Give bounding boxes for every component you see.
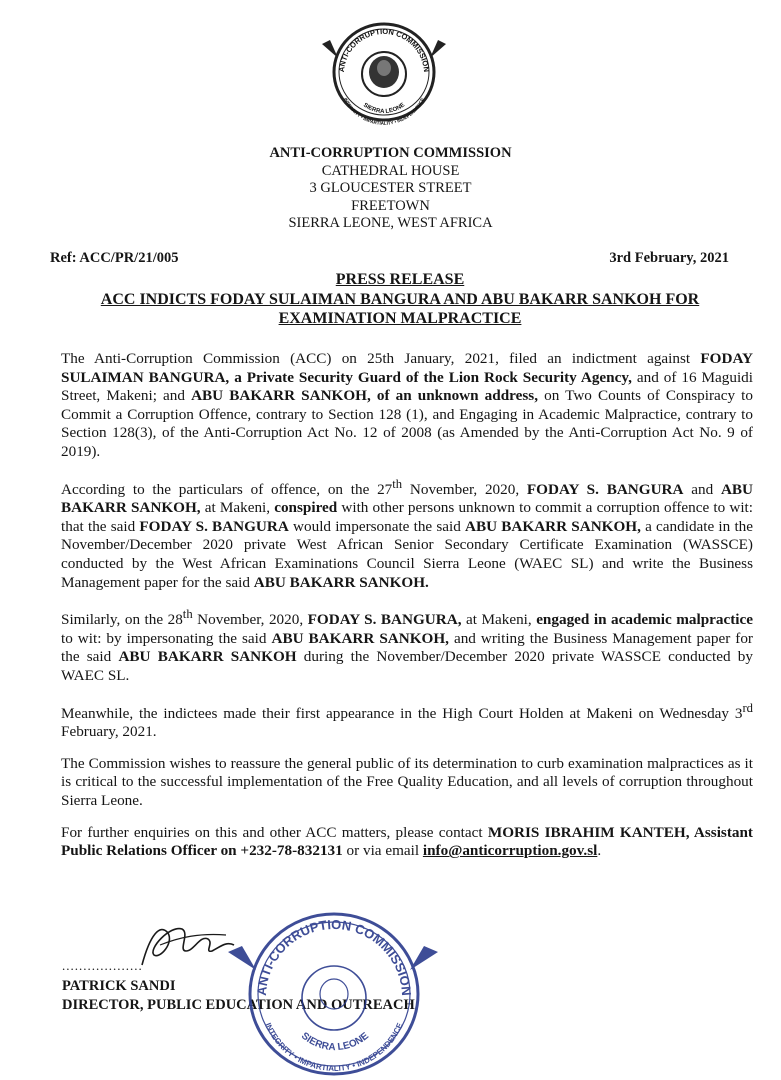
p1-text-e: on Two Counts of Conspiracy to Commit a Corruption Offence, contrary to Section 128 (1), and Engaging in Academic Malpractice, contrary to Section 128(3), of the Anti-Corruption Act No. 12 of 2008 (as Amended by the Anti-Corruption Act No. 9 of 2019).	[61, 387, 753, 460]
address-line-1: CATHEDRAL HOUSE	[321, 162, 460, 179]
signature-line: ...................	[62, 958, 143, 973]
p1-bold-b: FODAY SULAIMAN BANGURA, a Private Security Guard of the Lion Rock Security Agency,	[61, 350, 753, 386]
svg-text:SIERRA LEONE	[299, 1030, 371, 1053]
p2-bold-e: ABU BAKARR SANKOH,	[61, 480, 754, 517]
p2-text-f: at Makeni,	[200, 499, 275, 517]
p3-bold-e: engaged in academic malpractice	[536, 611, 754, 629]
reference-number: Ref: ACC/PR/21/005	[50, 250, 179, 266]
paragraph-2	[61, 475, 753, 593]
p1-bold-d: ABU BAKARR SANKOH, of an unknown address,	[191, 387, 538, 405]
svg-text:SIERRA LEONE	[362, 102, 406, 115]
body-text	[61, 350, 753, 874]
p2-text-b: November, 2020,	[402, 480, 527, 498]
p2-text-d: and	[683, 480, 721, 498]
acc-seal-icon	[316, 10, 452, 132]
p4-text-b: February, 2021.	[61, 723, 157, 741]
p2-sup: th	[392, 476, 403, 491]
stamp-text-motto: INTEGRITY • IMPARTIALITY • INDEPENDENCE	[263, 1021, 405, 1073]
p2-bold-c: FODAY S. BANGURA	[526, 480, 684, 498]
logo-text-top: ANTI-CORRUPTION COMMISSION	[336, 26, 432, 73]
p3-text-f: to wit: by impersonating the said	[61, 629, 272, 647]
address-line-2: 3 GLOUCESTER STREET	[309, 180, 472, 196]
p3-bold-g: ABU BAKARR SANKOH,	[271, 629, 449, 647]
p4-sup: rd	[742, 700, 753, 715]
logo-text-country: SIERRA LEONE	[361, 102, 407, 115]
p3-bold-c: FODAY S. BANGURA,	[307, 611, 462, 629]
headline-line-1: ACC INDICTS FODAY SULAIMAN BANGURA AND ABU BAKARR SANKOH FOR	[100, 290, 700, 308]
logo-text-motto: INTEGRITY • IMPARTIALITY • INDEPENDENCE	[342, 96, 426, 126]
p2-bold-g: conspired	[274, 499, 338, 517]
stamp-text-country: SIERRA LEONE	[299, 1030, 371, 1054]
p3-text-h: and writing the Business Management paper for the said	[61, 629, 753, 666]
p3-sup: th	[182, 607, 193, 622]
paragraph-3	[61, 605, 753, 685]
p6-text-d: .	[597, 842, 602, 860]
p6-contact-name: MORIS IBRAHIM KANTEH, Assistant Public Relations Officer on +232-78-832131	[61, 823, 753, 860]
p2-bold-m: ABU BAKARR SANKOH.	[253, 573, 429, 591]
paragraph-6	[61, 824, 753, 861]
heading-block	[40, 270, 760, 329]
paragraph-5: The Commission wishes to reassure the general public of its determination to curb examination malpractices as it is critical to the successful implementation of the Free Quality Education, and all levels of corruption throughout Sierra Leone.	[61, 754, 753, 810]
address-line-4: SIERRA LEONE, WEST AFRICA	[288, 215, 493, 231]
address-block	[0, 145, 781, 233]
p3-text-j: during the November/December 2020 private WASSCE conducted by WAEC SL.	[61, 648, 753, 685]
paragraph-1	[61, 350, 753, 462]
stamp-text-top: ANTI-CORRUPTION COMMISSION	[253, 916, 415, 997]
acc-stamp-icon	[228, 902, 438, 1080]
signatory-name: PATRICK SANDI	[62, 978, 176, 994]
email-link[interactable]: info@anticorruption.gov.sl	[422, 842, 598, 860]
p2-bold-i: FODAY S. BANGURA	[139, 517, 289, 535]
release-date: 3rd February, 2021	[609, 250, 729, 266]
p1-text-a: The Anti-Corruption Commission (ACC) on 25th January, 2021, filed an indictment against	[61, 350, 701, 367]
handwritten-signature-icon	[130, 915, 240, 975]
p2-bold-k: ABU BAKARR SANKOH,	[465, 517, 641, 535]
paragraph-4	[61, 699, 753, 742]
p3-text-b: November, 2020,	[192, 611, 308, 629]
p3-bold-i: ABU BAKARR SANKOH	[118, 648, 297, 666]
signatory-title: DIRECTOR, PUBLIC EDUCATION AND OUTREACH	[62, 997, 415, 1013]
p4-text-a: Meanwhile, the indictees made their first appearance in the High Court Holden at Makeni on Wednesday 3	[61, 704, 743, 722]
svg-text:ANTI-CORRUPTION COMMISSION	[254, 917, 414, 996]
p2-text-a: According to the particulars of offence, on the 27	[61, 480, 393, 498]
p2-text-j: would impersonate the said	[288, 517, 466, 535]
address-org: ANTI-CORRUPTION COMMISSION	[269, 145, 512, 161]
p2-text-l: a candidate in the November/December 2020 private West African Senior Secondary Certificate Examination (WASSCE) conducted by the West African Examinations Council Sierra Leone (WAEC SL) and write the Business Management paper for the said	[61, 517, 753, 591]
p6-text-c: or via email	[342, 842, 423, 860]
p2-text-h: with other persons unknown to commit a corruption offence to wit: that the said	[61, 499, 753, 535]
headline-line-2: EXAMINATION MALPRACTICE	[278, 310, 522, 327]
p1-text-c: and of 16 Maguidi Street, Makeni; and	[61, 368, 753, 405]
address-line-3: FREETOWN	[351, 197, 430, 214]
p6-text-a: For further enquiries on this and other ACC matters, please contact	[61, 823, 488, 841]
p3-text-d: at Makeni,	[461, 611, 537, 629]
press-release-title: PRESS RELEASE	[335, 271, 465, 288]
p3-text-a: Similarly, on the 28	[61, 611, 183, 629]
